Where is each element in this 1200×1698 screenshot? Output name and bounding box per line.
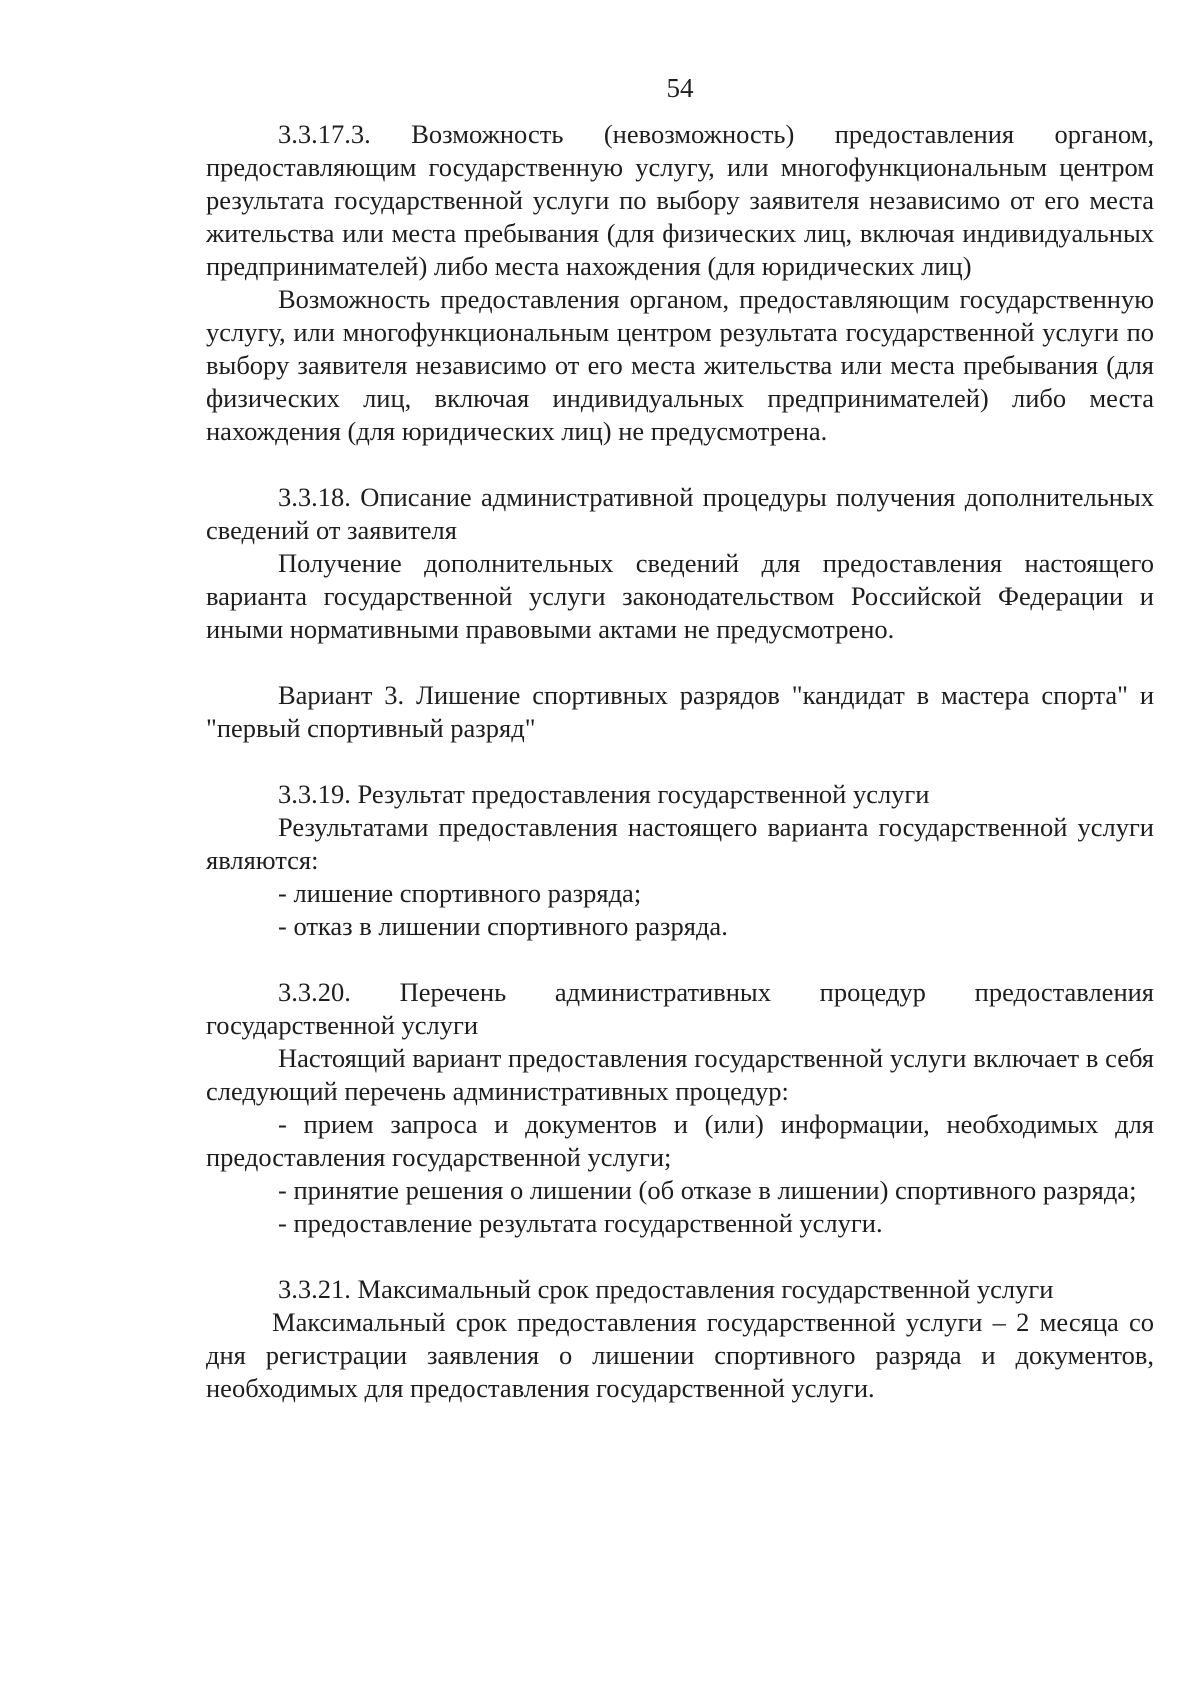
section-heading-3-3-17-3: 3.3.17.3. Возможность (невозможность) предоставления органом, предоставляющим государственную услугу, или многофункциональным центром результата государственной услуги по выбору заявителя независимо от его места жительства или места пребывания (для физических лиц, включая индивидуальных предпринимателей) либо места нахождения (для юридических лиц) (206, 119, 1154, 281)
paragraph: Получение дополнительных сведений для предоставления настоящего варианта государственной услуги законодательством Российской Федерации и иными нормативными правовыми актами не предусмотрено. (206, 548, 1154, 644)
section-heading-3-3-20: 3.3.20. Перечень административных процедур предоставления государственной услуги (206, 977, 1154, 1040)
list-item: - прием запроса и документов и (или) информации, необходимых для предоставления государственной услуги; (206, 1109, 1154, 1172)
paragraph: Возможность предоставления органом, предоставляющим государственную услугу, или многофункциональным центром результата государственной услуги по выбору заявителя независимо от его места жительства или места пребывания (для физических лиц, включая индивидуальных предпринимателей) либо места нахождения (для юридических лиц) не предусмотрена. (206, 284, 1154, 446)
paragraph: Максимальный срок предоставления государственной услуги – 2 месяца со дня регистрации заявления о лишении спортивного разряда и документов, необходимых для предоставления государственной услуги. (206, 1307, 1154, 1403)
list-item: - принятие решения о лишении (об отказе в лишении) спортивного разряда; (278, 1175, 1137, 1205)
document-body (206, 118, 1154, 1405)
paragraph: Настоящий вариант предоставления государственной услуги включает в себя следующий перечень административных процедур: (206, 1043, 1154, 1106)
list-item: - лишение спортивного разряда; (278, 878, 642, 908)
section-heading-3-3-19: 3.3.19. Результат предоставления государственной услуги (278, 779, 930, 809)
list-item: - отказ в лишении спортивного разряда. (278, 911, 728, 941)
paragraph: Результатами предоставления настоящего варианта государственной услуги являются: (206, 812, 1154, 875)
section-heading-3-3-21: 3.3.21. Максимальный срок предоставления государственной услуги (278, 1274, 1054, 1304)
section-heading-3-3-18: 3.3.18. Описание административной процедуры получения дополнительных сведений от заявителя (206, 482, 1154, 545)
page-number: 54 (666, 73, 694, 103)
variant-heading: Вариант 3. Лишение спортивных разрядов "кандидат в мастера спорта" и "первый спортивный разряд" (206, 680, 1154, 743)
list-item: - предоставление результата государственной услуги. (278, 1208, 883, 1238)
